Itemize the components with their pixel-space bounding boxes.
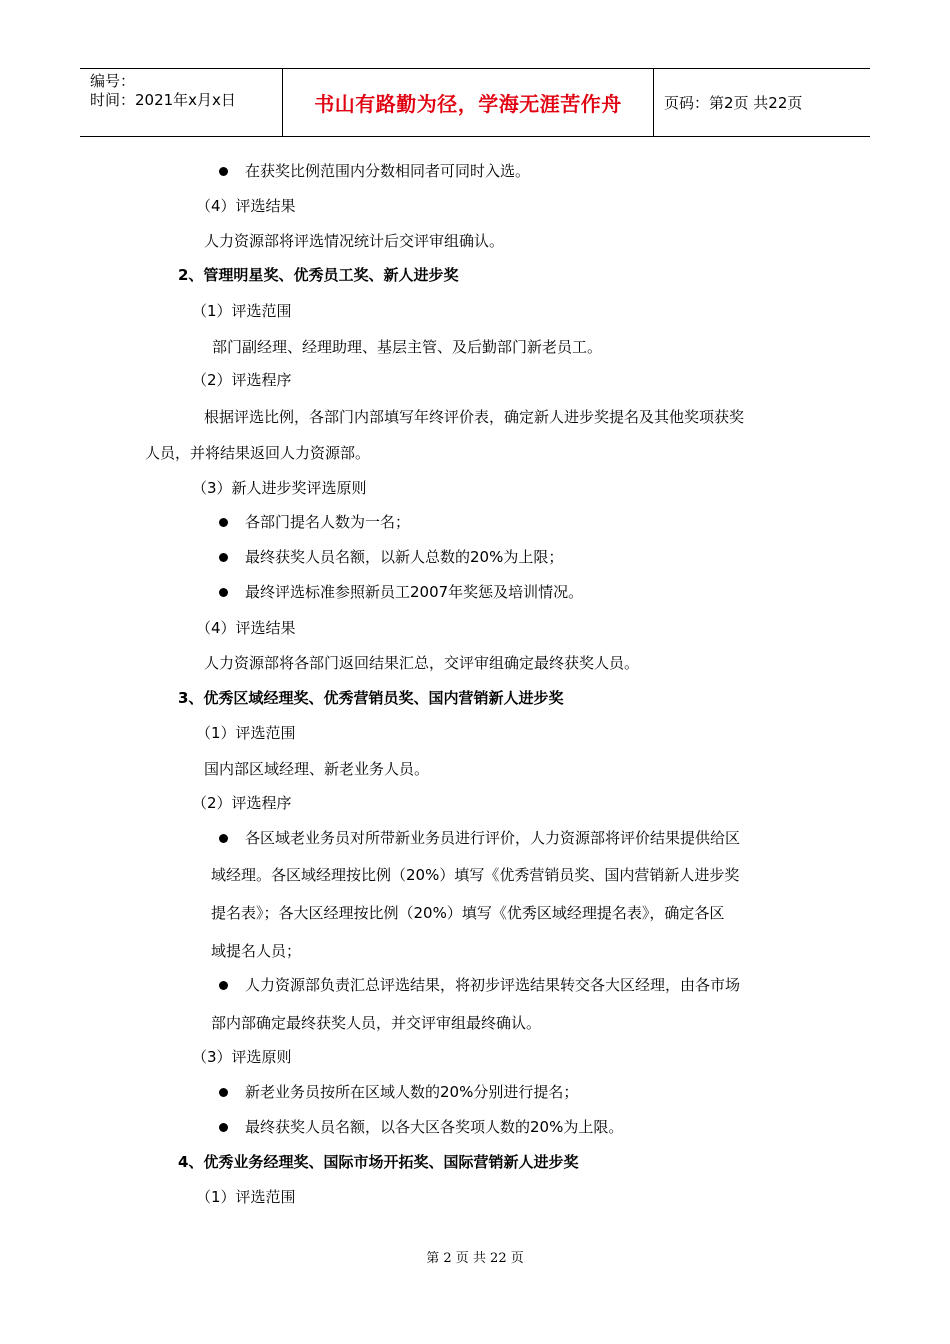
- bullet-icon: [219, 553, 228, 562]
- section-heading: 2、管理明星奖、优秀员工奖、新人进步奖: [178, 266, 459, 284]
- bullet-icon: [219, 167, 228, 176]
- page-header: [80, 68, 870, 137]
- subsection-title: （4）评选结果: [196, 197, 296, 215]
- motto-text: 书山有路勤为径，学海无涯苦作舟: [314, 92, 622, 116]
- subsection-title: （3）评选原则: [192, 1048, 292, 1066]
- section-heading: 3、优秀区域经理奖、优秀营销员奖、国内营销新人进步奖: [178, 689, 564, 707]
- subsection-title: （1）评选范围: [192, 302, 292, 320]
- page-footer: 第 2 页 共 22 页: [426, 1251, 524, 1266]
- subsection-title: （1）评选范围: [196, 724, 296, 742]
- subsection-title: （3）新人进步奖评选原则: [192, 479, 367, 497]
- bullet-icon: [219, 1088, 228, 1097]
- bullet-item: 在获奖比例范围内分数相同者可同时入选。: [245, 162, 531, 180]
- bullet-icon: [219, 518, 228, 527]
- paragraph: 人力资源部将各部门返回结果汇总，交评审组确定最终获奖人员。: [204, 654, 640, 672]
- bullet-item: 最终获奖人员名额，以各大区各奖项人数的20%为上限。: [245, 1118, 624, 1136]
- bullet-icon: [219, 1123, 228, 1132]
- bullet-continuation: 部内部确定最终获奖人员，并交评审组最终确认。: [211, 1014, 542, 1032]
- time-label: 时间：2021年x月x日: [90, 91, 236, 109]
- header-page-cell: [654, 69, 880, 136]
- header-motto-cell: [283, 69, 654, 136]
- paragraph: 国内部区域经理、新老业务人员。: [204, 760, 430, 778]
- bullet-item: 人力资源部负责汇总评选结果，将初步评选结果转交各大区经理，由各市场: [245, 976, 741, 994]
- paragraph: 人力资源部将评选情况统计后交评审组确认。: [204, 232, 505, 250]
- subsection-title: （2）评选程序: [192, 794, 292, 812]
- bullet-item: 新老业务员按所在区域人数的20%分别进行提名；: [245, 1083, 579, 1101]
- bullet-item: 最终评选标准参照新员工2007年奖惩及培训情况。: [245, 583, 584, 601]
- subsection-title: （1）评选范围: [196, 1188, 296, 1206]
- subsection-title: （4）评选结果: [196, 619, 296, 637]
- subsection-title: （2）评选程序: [192, 371, 292, 389]
- bullet-icon: [219, 588, 228, 597]
- bullet-continuation: 域经理。各区域经理按比例（20%）填写《优秀营销员奖、国内营销新人进步奖: [211, 866, 740, 884]
- header-meta-cell: [80, 69, 283, 136]
- bullet-icon: [219, 834, 228, 843]
- bullet-item: 最终获奖人员名额，以新人总数的20%为上限；: [245, 548, 564, 566]
- bullet-icon: [219, 981, 228, 990]
- bullet-item: 各区域老业务员对所带新业务员进行评价，人力资源部将评价结果提供给区: [245, 829, 741, 847]
- paragraph: 部门副经理、经理助理、基层主管、及后勤部门新老员工。: [212, 338, 603, 356]
- bullet-continuation: 提名表》；各大区经理按比例（20%）填写《优秀区域经理提名表》，确定各区: [211, 904, 725, 922]
- paragraph: 人员，并将结果返回人力资源部。: [145, 444, 371, 462]
- bullet-continuation: 域提名人员；: [211, 942, 302, 960]
- paragraph: 根据评选比例，各部门内部填写年终评价表，确定新人进步奖提名及其他奖项获奖: [204, 408, 745, 426]
- bullet-item: 各部门提名人数为一名；: [245, 513, 411, 531]
- section-heading: 4、优秀业务经理奖、国际市场开拓奖、国际营销新人进步奖: [178, 1153, 579, 1171]
- page-code: 页码：第2页 共22页: [664, 94, 803, 112]
- number-label: 编号：: [90, 72, 136, 90]
